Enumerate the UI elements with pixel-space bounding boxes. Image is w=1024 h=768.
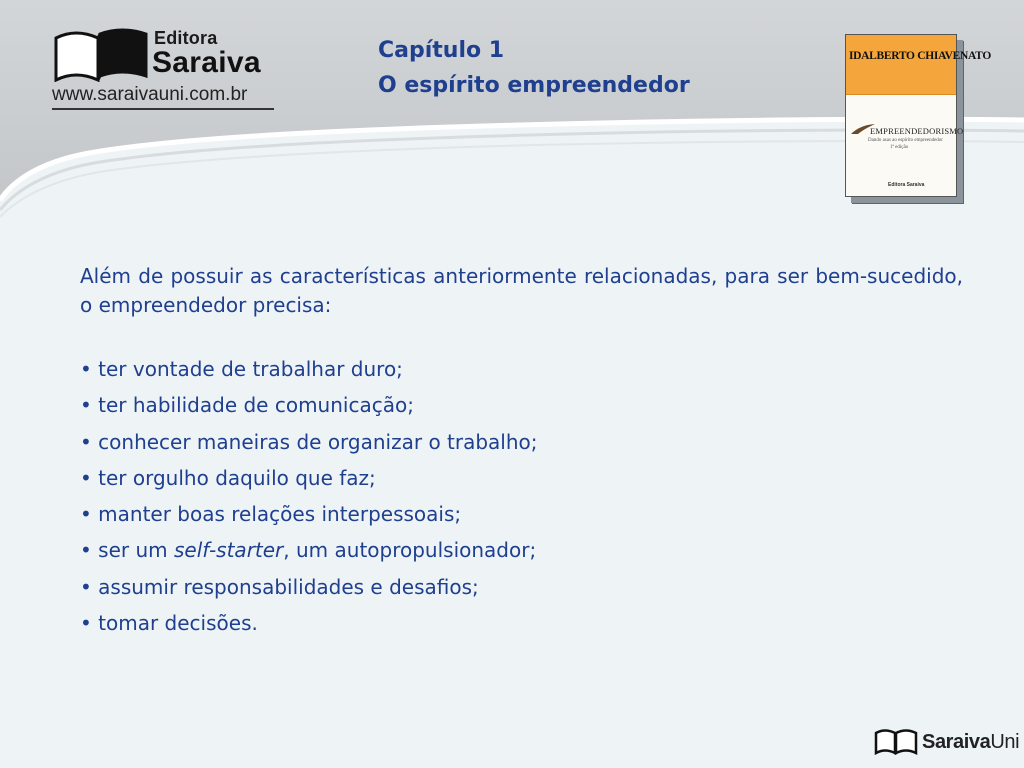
- list-item: [80, 351, 880, 387]
- bullet-marker: •: [80, 574, 92, 599]
- list-item-text: ter habilidade de comunicação;: [98, 393, 414, 418]
- cover-author-band: [846, 35, 991, 95]
- requirements-list: [80, 351, 880, 641]
- list-item: [80, 605, 880, 641]
- logo-saraiva-text: Saraiva: [152, 46, 261, 79]
- cover-title: EMPREENDEDORISMO: [870, 126, 964, 136]
- list-item-text: ter orgulho daquilo que faz;: [98, 465, 376, 490]
- logo-editora-text: Editora: [154, 28, 218, 48]
- list-item: [80, 496, 880, 532]
- list-item-text: manter boas relações interpessoais;: [98, 502, 462, 527]
- bullet-marker: •: [80, 393, 92, 418]
- bullet-marker: •: [80, 465, 92, 490]
- list-item: [80, 569, 880, 605]
- editora-saraiva-logo[interactable]: [50, 24, 290, 114]
- saraivauni-wordmark: [922, 731, 1019, 754]
- list-item: [80, 532, 880, 568]
- chapter-label: Capítulo 1: [378, 38, 505, 63]
- list-item-text: conhecer maneiras de organizar o trabalho;: [98, 429, 538, 454]
- cover-edition: 1ª edição: [890, 145, 909, 150]
- open-book-icon: [874, 727, 918, 755]
- bullet-marker: •: [80, 357, 92, 381]
- website-url[interactable]: www.saraivauni.com.br: [52, 84, 248, 105]
- book-cover: [845, 34, 991, 197]
- bullet-marker: •: [80, 611, 92, 636]
- cover-publisher: Editora Saraiva: [888, 182, 925, 188]
- list-item-text-prefix: ser um: [98, 538, 174, 563]
- chapter-title: O espírito empreendedor: [378, 73, 690, 98]
- list-item: [80, 387, 880, 423]
- bullet-marker: •: [80, 502, 92, 527]
- open-book-icon: [50, 26, 150, 82]
- chapter-heading: [378, 33, 690, 103]
- list-item-text: tomar decisões.: [98, 611, 258, 636]
- list-item: [80, 460, 880, 496]
- saraivauni-logo[interactable]: [874, 725, 1024, 757]
- intro-paragraph: Além de possuir as características anteriormente relacionadas, para ser bem-sucedido, o empreendedor precisa:: [80, 264, 963, 317]
- url-underline: [52, 108, 274, 110]
- cover-subtitle: Dando asas ao espírito empreendedor: [868, 138, 943, 143]
- list-item-text-suffix: , um autopropulsionador;: [283, 538, 537, 563]
- list-item-text: ter vontade de trabalhar duro;: [98, 357, 403, 381]
- list-item: [80, 424, 880, 460]
- wordmark-regular: Uni: [990, 731, 1020, 753]
- list-item-emphasis: self-starter: [173, 538, 284, 563]
- bullet-marker: •: [80, 538, 92, 563]
- bullet-marker: •: [80, 429, 92, 454]
- wordmark-bold: Saraiva: [922, 731, 991, 753]
- cover-author: IDALBERTO CHIAVENATO: [849, 50, 991, 62]
- list-item-text: assumir responsabilidades e desafios;: [98, 574, 479, 599]
